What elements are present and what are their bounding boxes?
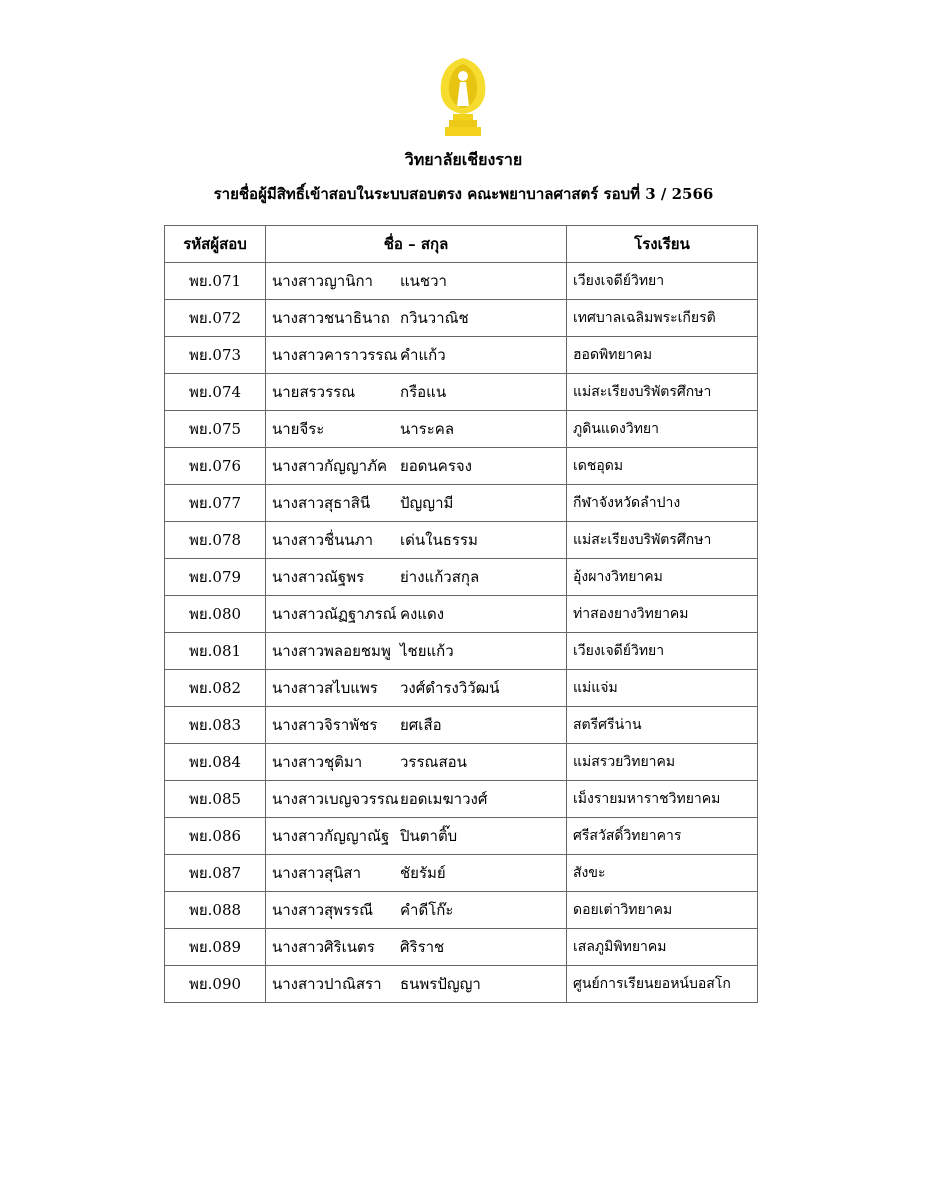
candidate-code: พย.081 (165, 633, 266, 670)
table-row (165, 559, 758, 596)
first-name: นายจีระ (272, 420, 325, 438)
first-name: นางสาวสไบแพร (272, 679, 378, 697)
last-name: แนชวา (400, 272, 447, 290)
school-name: แม่สะเรียงบริพัตรศึกษา (567, 522, 758, 559)
candidate-code: พย.080 (165, 596, 266, 633)
school-name: ดอยเต่าวิทยาคม (567, 892, 758, 929)
last-name: กวินวาณิช (400, 309, 469, 327)
column-header-name: ชื่อ – สกุล (266, 226, 567, 263)
table-row (165, 707, 758, 744)
candidate-code: พย.087 (165, 855, 266, 892)
candidate-name (266, 411, 567, 448)
table-row (165, 300, 758, 337)
candidate-table (164, 225, 758, 1003)
table-row (165, 670, 758, 707)
first-name: นายสรวรรณ (272, 383, 356, 401)
candidate-code: พย.085 (165, 781, 266, 818)
first-name: นางสาวพลอยชมพู (272, 642, 391, 660)
first-name: นางสาวกัญญาณัฐ (272, 827, 390, 845)
candidate-code: พย.089 (165, 929, 266, 966)
candidate-name (266, 966, 567, 1003)
first-name: นางสาวคาราวรรณ (272, 346, 398, 364)
last-name: คำดีโก๊ะ (400, 901, 454, 919)
last-name: ศิริราช (400, 938, 445, 956)
school-name: เม็งรายมหาราชวิทยาคม (567, 781, 758, 818)
table-row (165, 966, 758, 1003)
school-name: สตรีศรีน่าน (567, 707, 758, 744)
candidate-name (266, 485, 567, 522)
school-name: เดชอุดม (567, 448, 758, 485)
first-name: นางสาวณัฐพร (272, 568, 365, 586)
last-name: กรือแน (400, 383, 447, 401)
table-row (165, 781, 758, 818)
school-name: เสลภูมิพิทยาคม (567, 929, 758, 966)
table-row (165, 374, 758, 411)
table-row (165, 337, 758, 374)
first-name: นางสาวจิราพัชร (272, 716, 378, 734)
candidate-code: พย.082 (165, 670, 266, 707)
candidate-code: พย.077 (165, 485, 266, 522)
last-name: ชัยรัมย์ (400, 864, 446, 882)
candidate-code: พย.072 (165, 300, 266, 337)
candidate-name (266, 892, 567, 929)
candidate-name (266, 670, 567, 707)
table-row (165, 522, 758, 559)
candidate-code: พย.090 (165, 966, 266, 1003)
school-name: ศูนย์การเรียนยอหน์บอสโก (567, 966, 758, 1003)
first-name: นางสาวกัญญาภัค (272, 457, 387, 475)
candidate-name (266, 929, 567, 966)
university-name: วิทยาลัยเชียงราย (404, 150, 523, 169)
school-name: แม่แจ่ม (567, 670, 758, 707)
school-name: ฮอดพิทยาคม (567, 337, 758, 374)
candidate-name (266, 744, 567, 781)
school-name: เทศบาลเฉลิมพระเกียรติ (567, 300, 758, 337)
first-name: นางสาวชื่นนภา (272, 531, 374, 549)
candidate-name (266, 559, 567, 596)
table-row (165, 929, 758, 966)
school-name: กีฬาจังหวัดลำปาง (567, 485, 758, 522)
first-name: นางสาวณัฏฐาภรณ์ (272, 605, 397, 623)
school-name: ศรีสวัสดิ์วิทยาคาร (567, 818, 758, 855)
last-name: ยอดเมฆาวงศ์ (400, 790, 488, 808)
last-name: เด่นในธรรม (400, 531, 478, 549)
school-name: เวียงเจดีย์วิทยา (567, 633, 758, 670)
candidate-code: พย.075 (165, 411, 266, 448)
last-name: คำแก้ว (400, 346, 446, 364)
candidate-name (266, 707, 567, 744)
first-name: นางสาวชนาธินาถ (272, 309, 390, 327)
candidate-name (266, 337, 567, 374)
school-name: อุ้งผางวิทยาคม (567, 559, 758, 596)
table-row (165, 263, 758, 300)
table-row (165, 448, 758, 485)
candidate-name (266, 448, 567, 485)
last-name: ยศเสือ (400, 716, 442, 734)
first-name: นางสาวญานิกา (272, 272, 373, 290)
school-name: แม่สรวยวิทยาคม (567, 744, 758, 781)
last-name: ปินตาติ๊บ (400, 827, 458, 845)
column-header-code: รหัสผู้สอบ (165, 226, 266, 263)
table-row (165, 411, 758, 448)
candidate-name (266, 818, 567, 855)
first-name: นางสาวศิริเนตร (272, 938, 375, 956)
first-name: นางสาวสุธาสินี (272, 494, 371, 512)
university-logo-icon (433, 56, 493, 140)
column-header-school: โรงเรียน (567, 226, 758, 263)
candidate-name (266, 263, 567, 300)
last-name: ยอดนครจง (400, 457, 472, 475)
table-row (165, 855, 758, 892)
table-row (165, 818, 758, 855)
candidate-code: พย.079 (165, 559, 266, 596)
table-header-row (165, 226, 758, 263)
page-subtitle: รายชื่อผู้มีสิทธิ์เข้าสอบในระบบสอบตรง คณะพยาบาลศาสตร์ รอบที่ 3 / 2566 (213, 185, 714, 203)
school-name: สังขะ (567, 855, 758, 892)
school-name: เวียงเจดีย์วิทยา (567, 263, 758, 300)
table-row (165, 485, 758, 522)
school-name: แม่สะเรียงบริพัตรศึกษา (567, 374, 758, 411)
last-name: คงแดง (400, 605, 445, 623)
last-name: ย่างแก้วสกุล (400, 568, 480, 586)
candidate-name (266, 633, 567, 670)
school-name: ภูดินแดงวิทยา (567, 411, 758, 448)
school-name: ท่าสองยางวิทยาคม (567, 596, 758, 633)
table-row (165, 596, 758, 633)
first-name: นางสาวชุติมา (272, 753, 363, 771)
candidate-code: พย.086 (165, 818, 266, 855)
candidate-name (266, 522, 567, 559)
first-name: นางสาวปาณิสรา (272, 975, 382, 993)
last-name: ไชยแก้ว (400, 642, 454, 660)
first-name: นางสาวสุพรรณี (272, 901, 374, 919)
table-row (165, 633, 758, 670)
last-name: ปัญญามี (400, 494, 454, 512)
last-name: นาระคล (400, 420, 455, 438)
candidate-name (266, 855, 567, 892)
candidate-code: พย.074 (165, 374, 266, 411)
candidate-code: พย.084 (165, 744, 266, 781)
table-row (165, 892, 758, 929)
candidate-name (266, 300, 567, 337)
last-name: วรรณสอน (400, 753, 467, 771)
table-row (165, 744, 758, 781)
candidate-code: พย.083 (165, 707, 266, 744)
candidate-name (266, 781, 567, 818)
first-name: นางสาวเบญจวรรณ (272, 790, 399, 808)
candidate-name (266, 374, 567, 411)
candidate-code: พย.078 (165, 522, 266, 559)
candidate-code: พย.071 (165, 263, 266, 300)
first-name: นางสาวสุนิสา (272, 864, 361, 882)
last-name: ธนพรปัญญา (400, 975, 481, 993)
candidate-code: พย.076 (165, 448, 266, 485)
candidate-code: พย.088 (165, 892, 266, 929)
candidate-code: พย.073 (165, 337, 266, 374)
candidate-name (266, 596, 567, 633)
last-name: วงศ์ดำรงวิวัฒน์ (400, 679, 500, 697)
